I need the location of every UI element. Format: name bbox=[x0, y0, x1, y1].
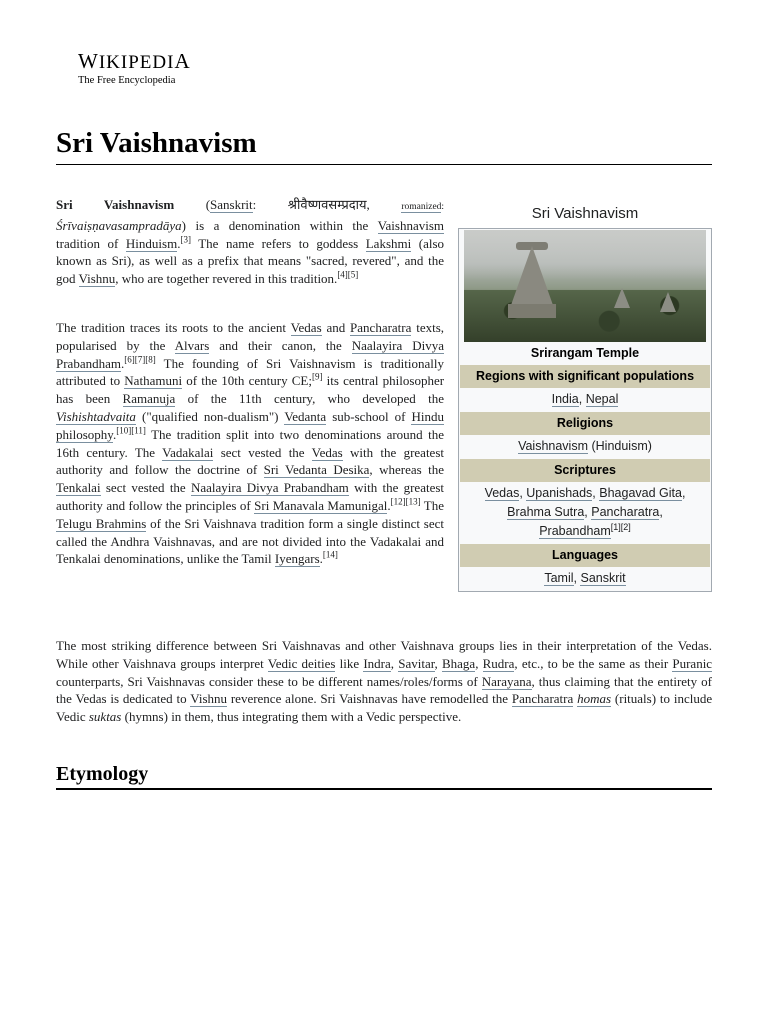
citation-ref[interactable]: [3] bbox=[180, 234, 191, 245]
text: (also known as Sri), as well as a prefix that means "sacred, revered", and the god bbox=[56, 235, 445, 287]
text: of the 11th century, who developed the bbox=[187, 391, 445, 407]
image-sky bbox=[464, 230, 706, 280]
homas-italic: homas bbox=[577, 691, 612, 707]
link-sanskrit-lang[interactable]: Sanskrit bbox=[210, 197, 253, 212]
link-nathamuni[interactable]: Nathamuni bbox=[124, 373, 183, 389]
citation-ref[interactable]: [10][11] bbox=[116, 425, 146, 436]
infobox-header-scriptures: Scriptures bbox=[460, 459, 710, 482]
wikipedia-tagline: The Free Encyclopedia bbox=[78, 75, 176, 86]
wikipedia-wordmark: WIKIPEDIA bbox=[78, 49, 191, 73]
link-vaishnavism[interactable]: Vaishnavism bbox=[377, 217, 445, 233]
paragraph-intro: Sri Vaishnavism (Sanskrit: श्रीवैष्णवसम्प्रदाय, romanized: Śrīvaiṣṇavasampradāya) is a denomination within the Vaishnavism tradition of Hinduism.[3] The name refers to goddess Lakshmi (also known as Sri), as well as a prefix that means "sacred, revered", and the god Vishnu, who are together revered in this tradition.[4][5] bbox=[56, 197, 445, 287]
link-hindu-philosophy[interactable]: Hindu philosophy bbox=[56, 408, 444, 442]
term-bold: Sri Vaishnavism bbox=[56, 197, 175, 212]
link-indra[interactable]: Indra bbox=[363, 655, 391, 671]
text: ) is a denomination within the bbox=[181, 217, 369, 233]
romanized-name: Śrīvaiṣṇavasampradāya bbox=[56, 217, 182, 233]
text: The most striking difference between Sri Vaishnavas and other Vaishnava groups lies in their interpretation of the Vedas. While other Vaishnava groups interpret bbox=[56, 638, 712, 671]
text: and bbox=[326, 320, 346, 335]
text: with the greatest authority and follow the principles of bbox=[56, 480, 445, 513]
infobox-caption: Sri Vaishnavism bbox=[531, 205, 639, 222]
page-title: Sri Vaishnavism bbox=[56, 124, 712, 165]
link-homas[interactable] bbox=[577, 691, 611, 707]
link-prabandham[interactable]: Prabandham bbox=[539, 524, 611, 538]
infobox-scriptures: Vedas, Upanishads, Bhagavad Gita, Brahma Sutra, Pancharatra, Prabandham[1][2] bbox=[484, 486, 686, 538]
text: The name refers to goddess bbox=[198, 235, 359, 251]
religions-suffix: (Hinduism) bbox=[591, 439, 652, 453]
text: : bbox=[252, 197, 257, 212]
link-iyengars[interactable]: Iyengars bbox=[274, 551, 320, 567]
link-pancharatra[interactable]: Pancharatra bbox=[350, 320, 412, 335]
infobox-header-religions: Religions bbox=[460, 412, 710, 435]
link-nepal[interactable]: Nepal bbox=[585, 392, 619, 406]
link-tamil[interactable]: Tamil bbox=[544, 571, 574, 585]
link-vedas[interactable]: Vedas bbox=[484, 486, 520, 500]
text: The tradition split into two denominations around the 16th century. The bbox=[56, 426, 445, 460]
link-upanishads[interactable]: Upanishads bbox=[526, 486, 593, 500]
infobox-languages: Tamil, Sanskrit bbox=[544, 571, 626, 585]
link-brahma-sutra[interactable]: Brahma Sutra bbox=[507, 505, 585, 519]
text: with the greatest authority and follow the doctrine of bbox=[56, 444, 445, 478]
suktas-italic: suktas bbox=[88, 709, 122, 725]
text: : bbox=[441, 202, 445, 212]
link-vedanta[interactable]: Vedanta bbox=[284, 408, 327, 424]
text: (rituals) to include Vedic bbox=[56, 691, 713, 725]
text: sub-school of bbox=[332, 408, 406, 424]
link-vishnu-2[interactable]: Vishnu bbox=[190, 691, 227, 707]
text: ("qualified non-dualism") bbox=[141, 408, 279, 424]
text: of the Sri Vaishnava tradition form a single distinct sect called the Andhra Vaishnavas, and are not divided into the Vadakalai and Tenkalai denominations, unlike the Tamil bbox=[56, 515, 445, 567]
text: The tradition traces its roots to the ancient bbox=[56, 320, 287, 335]
link-pancharatra[interactable]: Pancharatra bbox=[591, 505, 660, 519]
link-vedas[interactable]: Vedas bbox=[290, 320, 322, 335]
link-vishishtadvaita[interactable] bbox=[56, 409, 136, 425]
text: texts, popularised by the bbox=[56, 320, 445, 353]
link-bhaga[interactable]: Bhaga bbox=[441, 655, 476, 671]
link-vedas-2[interactable]: Vedas bbox=[311, 444, 343, 460]
link-vedanta-desika[interactable]: Sri Vedanta Desika bbox=[263, 462, 370, 478]
link-sanskrit[interactable]: Sanskrit bbox=[580, 571, 626, 585]
citation-ref[interactable]: [1][2] bbox=[610, 521, 631, 532]
link-vedic-deities[interactable]: Vedic deities bbox=[267, 655, 336, 671]
link-ramanuja[interactable]: Ramanuja bbox=[122, 391, 176, 407]
link-pancharatra-2[interactable]: Pancharatra bbox=[511, 691, 574, 707]
link-rudra[interactable]: Rudra bbox=[482, 655, 515, 671]
link-manavala-mamunigal[interactable]: Sri Manavala Mamunigal bbox=[254, 497, 388, 513]
link-vaishnavism[interactable]: Vaishnavism bbox=[518, 439, 588, 453]
link-puranic[interactable]: Puranic bbox=[672, 655, 713, 671]
link-naalayira-divya-prabandham[interactable]: Naalayira Divya Prabandham bbox=[56, 337, 444, 371]
link-telugu-brahmins[interactable]: Telugu Brahmins bbox=[56, 515, 147, 531]
text: , who are together revered in this tradition. bbox=[115, 271, 338, 287]
infobox-header-languages: Languages bbox=[460, 544, 710, 567]
temple-small-tower bbox=[614, 288, 630, 308]
link-vishnu[interactable]: Vishnu bbox=[78, 271, 116, 287]
link-bhagavad-gita[interactable]: Bhagavad Gita bbox=[599, 486, 682, 500]
image-caption: Srirangam Temple bbox=[530, 346, 640, 360]
text: of the 10th century CE; bbox=[186, 373, 312, 389]
paragraph-interpretation: The most striking difference between Sri Vaishnavas and other Vaishnava groups lies in their interpretation of the Vedas. While other Vaishnava groups interpret Vedic deities like Indra, Savitar, Bhaga, Rudra, etc., to be the same as their Puranic counterparts, Sri Vaishnavas consider these to be different names/roles/forms of Narayana, thus claiming that the entirety of the Vedas is dedicated to Vishnu reverence alone. Sri Vaishnavas have remodelled the Pancharatra homas (rituals) to include Vedic suktas (hymns) in them, thus integrating them with a Vedic perspective. bbox=[56, 638, 713, 725]
vishishtadvaita-italic: Vishishtadvaita bbox=[56, 408, 136, 424]
link-hinduism[interactable]: Hinduism bbox=[125, 235, 178, 251]
citation-ref[interactable]: [12][13] bbox=[390, 496, 421, 507]
infobox-regions: India, Nepal bbox=[551, 392, 619, 406]
link-india[interactable]: India bbox=[551, 392, 579, 406]
link-vadakalai[interactable]: Vadakalai bbox=[162, 444, 214, 460]
paragraph-tradition: The tradition traces its roots to the ancient Vedas and Pancharatra texts, popularised by the Alvars and their canon, the Naalayira Divya Prabandham.[6][7][8] The founding of Sri Vaishnavism is traditionally attributed to Nathamuni of the 10th century CE;[9] its central philosopher has been Ramanuja of the 11th century, who developed the Vishishtadvaita ("qualified non-dualism") Vedanta sub-school of Hindu philosophy.[10][11] The tradition split into two denominations around the 16th century. The Vadakalai sect vested the Vedas with the greatest authority and follow the doctrine of Sri Vedanta Desika, whereas the Tenkalai sect vested the Naalayira Divya Prabandham with the greatest authority and follow the principles of Sri Manavala Mamunigal.[12][13] The Telugu Brahmins of the Sri Vaishnava tradition form a single distinct sect called the Andhra Vaishnavas, and are not divided into the Vadakalai and Tenkalai denominations, unlike the Tamil Iyengars.[14] bbox=[56, 320, 445, 567]
link-narayana[interactable]: Narayana bbox=[481, 673, 532, 689]
citation-ref[interactable]: [14] bbox=[322, 550, 338, 561]
srirangam-temple-image[interactable] bbox=[464, 230, 706, 342]
infobox-header-regions: Regions with significant populations bbox=[460, 365, 710, 388]
text: sect vested the bbox=[220, 444, 305, 460]
text: like bbox=[339, 655, 360, 671]
link-savitar[interactable]: Savitar bbox=[398, 655, 435, 671]
text: counterparts, Sri Vaishnavas consider these to be different names/roles/forms of bbox=[56, 673, 478, 689]
devanagari-name: श्रीवैष्णवसम्प्रदाय, bbox=[287, 197, 370, 212]
text: The founding of Sri Vaishnavism is traditionally attributed to bbox=[56, 355, 444, 389]
temple-gopuram bbox=[510, 246, 554, 308]
text: sect vested the bbox=[105, 480, 186, 496]
text: tradition of bbox=[56, 235, 119, 251]
infobox-table bbox=[458, 228, 712, 592]
link-lakshmi[interactable]: Lakshmi bbox=[365, 235, 412, 251]
text: reverence alone. Sri Vaishnavas have remodelled the bbox=[230, 691, 509, 707]
temple-tower-base bbox=[508, 304, 556, 318]
text: (hymns) in them, thus integrating them with a Vedic perspective. bbox=[124, 709, 462, 725]
text: its central philosopher has been bbox=[56, 373, 445, 407]
link-alvars[interactable]: Alvars bbox=[174, 337, 210, 353]
section-heading-etymology: Etymology bbox=[56, 760, 712, 790]
link-tenkalai[interactable]: Tenkalai bbox=[56, 480, 101, 496]
text: ( bbox=[205, 197, 211, 212]
link-romanization[interactable]: romanized bbox=[401, 202, 442, 212]
citation-ref[interactable]: [9] bbox=[311, 372, 323, 383]
wikipedia-logo[interactable] bbox=[78, 51, 191, 87]
text: The bbox=[423, 497, 445, 513]
citation-ref[interactable]: [4][5] bbox=[337, 269, 359, 280]
text: , etc., to be the same as their bbox=[514, 655, 669, 671]
text: , whereas the bbox=[369, 462, 445, 478]
temple-small-tower bbox=[660, 292, 676, 312]
infobox-religions bbox=[459, 435, 711, 459]
citation-ref[interactable]: [6][7][8] bbox=[124, 354, 156, 365]
text: , thus claiming that the entirety of the Vedas is dedicated to bbox=[56, 673, 713, 707]
infobox bbox=[458, 200, 712, 592]
text: and their canon, the bbox=[219, 337, 342, 353]
link-naalayira-divya-prabandham-2[interactable]: Naalayira Divya Prabandham bbox=[190, 480, 349, 496]
